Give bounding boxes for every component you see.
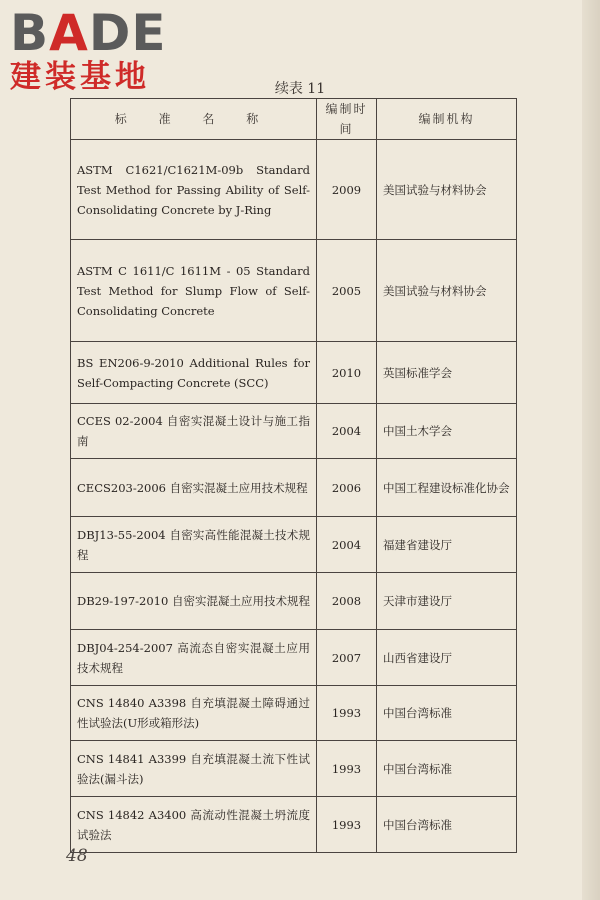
table-row xyxy=(71,140,517,240)
table-caption: 续表 11 xyxy=(274,81,326,97)
table-row xyxy=(71,573,517,630)
standard-year: 2006 xyxy=(317,459,377,517)
header-standard-name: 标 准 名 称 xyxy=(71,99,317,140)
standard-name: BS EN206-9-2010 Additional Rules for Self-Compacting Concrete (SCC) xyxy=(71,342,317,404)
standard-name: ASTM C1621/C1621M-09b Standard Test Method for Passing Ability of Self-Consolidating Concrete by J-Ring xyxy=(71,140,317,240)
table-row xyxy=(71,741,517,797)
table-row xyxy=(71,404,517,459)
standard-year: 2008 xyxy=(317,573,377,630)
standard-name: CNS 14840 A3398 自充填混凝土障碍通过性试验法(U形或箱形法) xyxy=(71,686,317,741)
page-edge xyxy=(582,0,600,900)
standard-year: 1993 xyxy=(317,741,377,797)
table-row xyxy=(71,342,517,404)
standard-organization: 中国土木学会 xyxy=(377,404,517,459)
table-header-row xyxy=(71,99,517,140)
logo-wordmark: BADE xyxy=(10,4,167,62)
standard-organization: 中国台湾标准 xyxy=(377,797,517,853)
header-organization: 编制机构 xyxy=(377,99,517,140)
table-row xyxy=(71,686,517,741)
standard-name: ASTM C 1611/C 1611M - 05 Standard Test Method for Slump Flow of Self-Consolidating Concrete xyxy=(71,240,317,342)
standard-name: DBJ04-254-2007 高流态自密实混凝土应用技术规程 xyxy=(71,630,317,686)
header-year: 编制时间 xyxy=(317,99,377,140)
standard-year: 2010 xyxy=(317,342,377,404)
standard-organization: 中国台湾标准 xyxy=(377,686,517,741)
standard-year: 2009 xyxy=(317,140,377,240)
standard-organization: 英国标准学会 xyxy=(377,342,517,404)
standard-organization: 山西省建设厅 xyxy=(377,630,517,686)
table-row xyxy=(71,517,517,573)
standard-year: 1993 xyxy=(317,797,377,853)
standard-organization: 福建省建设厅 xyxy=(377,517,517,573)
standard-year: 2005 xyxy=(317,240,377,342)
table-row xyxy=(71,459,517,517)
standard-year: 2004 xyxy=(317,404,377,459)
standard-name: DB29-197-2010 自密实混凝土应用技术规程 xyxy=(71,573,317,630)
standard-name: DBJ13-55-2004 自密实高性能混凝土技术规程 xyxy=(71,517,317,573)
table-row xyxy=(71,797,517,853)
standards-table xyxy=(70,98,517,853)
standard-organization: 中国台湾标准 xyxy=(377,741,517,797)
standard-year: 1993 xyxy=(317,686,377,741)
standard-year: 2007 xyxy=(317,630,377,686)
table-row xyxy=(71,630,517,686)
logo-subtitle: 建装基地 xyxy=(10,59,150,95)
table-row xyxy=(71,240,517,342)
standard-organization: 美国试验与材料协会 xyxy=(377,140,517,240)
standard-organization: 中国工程建设标准化协会 xyxy=(377,459,517,517)
standard-name: CNS 14842 A3400 高流动性混凝土坍流度试验法 xyxy=(71,797,317,853)
standard-organization: 美国试验与材料协会 xyxy=(377,240,517,342)
standard-name: CCES 02-2004 自密实混凝土设计与施工指南 xyxy=(71,404,317,459)
standard-name: CECS203-2006 自密实混凝土应用技术规程 xyxy=(71,459,317,517)
page-number: 48 xyxy=(66,846,88,866)
standard-name: CNS 14841 A3399 自充填混凝土流下性试验法(漏斗法) xyxy=(71,741,317,797)
standard-year: 2004 xyxy=(317,517,377,573)
standard-organization: 天津市建设厅 xyxy=(377,573,517,630)
